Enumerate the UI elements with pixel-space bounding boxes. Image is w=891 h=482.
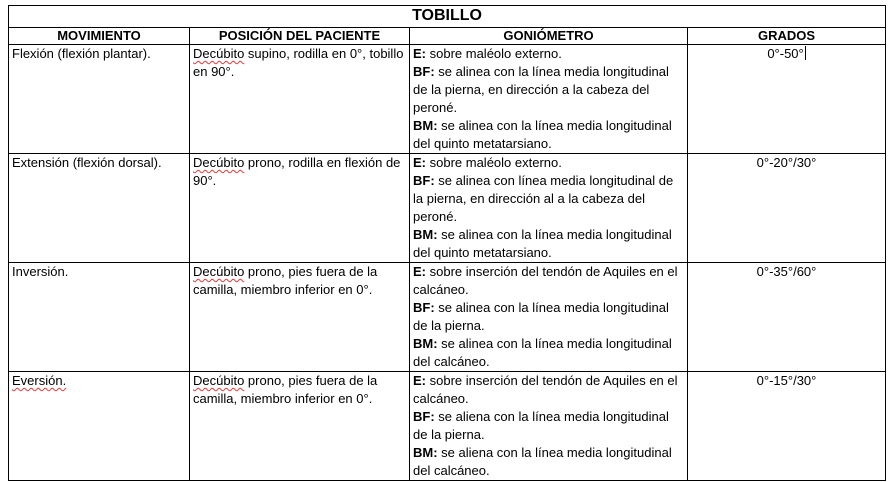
table-row <box>9 154 886 263</box>
axis-label: E: <box>413 155 426 170</box>
degrees-text: 0°-50° <box>767 46 804 61</box>
degrees-cell[interactable] <box>688 372 886 481</box>
position-word: Decúbito <box>193 46 245 61</box>
movement-text: Extensión (flexión dorsal). <box>12 155 162 170</box>
degrees-text: 0°-20°/30° <box>756 155 817 170</box>
position-cell[interactable] <box>190 154 410 263</box>
table-row <box>9 372 886 481</box>
degrees-cell[interactable] <box>688 154 886 263</box>
mobile-arm-line <box>413 444 684 480</box>
table-row <box>9 263 886 372</box>
mobile-arm-label: BM: <box>413 118 438 133</box>
movement-cell[interactable] <box>9 154 190 263</box>
mobile-arm-text: se alinea con la línea media longitudinal del quinto metatarsiano. <box>413 227 672 260</box>
mobile-arm-label: BM: <box>413 227 438 242</box>
mobile-arm-text: se alinea con la línea media longitudinal del calcáneo. <box>413 336 672 369</box>
fixed-arm-line <box>413 299 684 335</box>
goniometry-table-container <box>8 5 885 481</box>
mobile-arm-text: se alinea con la línea media longitudinal del quinto metatarsiano. <box>413 118 672 151</box>
header-movimiento[interactable]: MOVIMIENTO <box>9 28 190 45</box>
mobile-arm-line <box>413 117 684 153</box>
goniometer-cell[interactable] <box>410 154 688 263</box>
fixed-arm-text: se alinea con la línea media longitudinal de la pierna. <box>413 300 669 333</box>
axis-line <box>413 45 684 63</box>
position-cell[interactable] <box>190 372 410 481</box>
table-row <box>9 45 886 154</box>
header-goniometro[interactable]: GONIÓMETRO <box>410 28 688 45</box>
axis-line <box>413 154 684 172</box>
fixed-arm-label: BF: <box>413 173 435 188</box>
position-text: prono, pies fuera de la camilla, miembro inferior en 0°. <box>193 373 378 406</box>
mobile-arm-line <box>413 226 684 262</box>
fixed-arm-text: se alinea con línea media longitudinal de la pierna, en dirección al a la cabeza del peroné. <box>413 173 674 224</box>
degrees-cell[interactable] <box>688 263 886 372</box>
axis-text: sobre inserción del tendón de Aquiles en el calcáneo. <box>413 373 678 406</box>
axis-text: sobre maléolo externo. <box>426 46 562 61</box>
position-text: supino, rodilla en 0°, tobillo en 90°. <box>193 46 404 79</box>
degrees-cell[interactable] <box>688 45 886 154</box>
ankle-goniometry-table <box>8 5 886 481</box>
mobile-arm-line <box>413 335 684 371</box>
axis-label: E: <box>413 46 426 61</box>
position-cell[interactable] <box>190 263 410 372</box>
degrees-text: 0°-35°/60° <box>756 264 817 279</box>
fixed-arm-label: BF: <box>413 409 435 424</box>
fixed-arm-line <box>413 63 684 117</box>
goniometer-cell[interactable] <box>410 263 688 372</box>
axis-text: sobre maléolo externo. <box>426 155 562 170</box>
position-word: Decúbito <box>193 155 245 170</box>
table-title[interactable]: TOBILLO <box>9 6 886 28</box>
movement-cell[interactable] <box>9 372 190 481</box>
mobile-arm-label: BM: <box>413 336 438 351</box>
text-cursor <box>805 46 806 60</box>
mobile-arm-text: se aliena con la línea media longitudinal del calcáneo. <box>413 445 672 478</box>
position-word: Decúbito <box>193 264 245 279</box>
position-text: prono, rodilla en flexión de 90°. <box>193 155 401 188</box>
movement-text: Inversión. <box>12 264 69 279</box>
fixed-arm-text: se alinea con la línea media longitudinal de la pierna, en dirección a la cabeza del peroné. <box>413 64 669 115</box>
axis-label: E: <box>413 264 426 279</box>
header-posicion[interactable]: POSICIÓN DEL PACIENTE <box>190 28 410 45</box>
position-word: Decúbito <box>193 373 245 388</box>
axis-label: E: <box>413 373 426 388</box>
movement-text: Eversión. <box>12 373 67 388</box>
header-row <box>9 28 886 45</box>
axis-line <box>413 372 684 408</box>
movement-cell[interactable] <box>9 263 190 372</box>
header-grados[interactable]: GRADOS <box>688 28 886 45</box>
fixed-arm-label: BF: <box>413 300 435 315</box>
fixed-arm-line <box>413 172 684 226</box>
position-text: prono, pies fuera de la camilla, miembro inferior en 0°. <box>193 264 378 297</box>
position-cell[interactable] <box>190 45 410 154</box>
goniometer-cell[interactable] <box>410 45 688 154</box>
degrees-text: 0°-15°/30° <box>756 373 817 388</box>
fixed-arm-label: BF: <box>413 64 435 79</box>
movement-text: Flexión (flexión plantar). <box>12 46 151 61</box>
axis-line <box>413 263 684 299</box>
fixed-arm-line <box>413 408 684 444</box>
mobile-arm-label: BM: <box>413 445 438 460</box>
fixed-arm-text: se aliena con la línea media longitudinal de la pierna. <box>413 409 669 442</box>
movement-cell[interactable] <box>9 45 190 154</box>
axis-text: sobre inserción del tendón de Aquiles en el calcáneo. <box>413 264 678 297</box>
goniometer-cell[interactable] <box>410 372 688 481</box>
title-row <box>9 6 886 28</box>
